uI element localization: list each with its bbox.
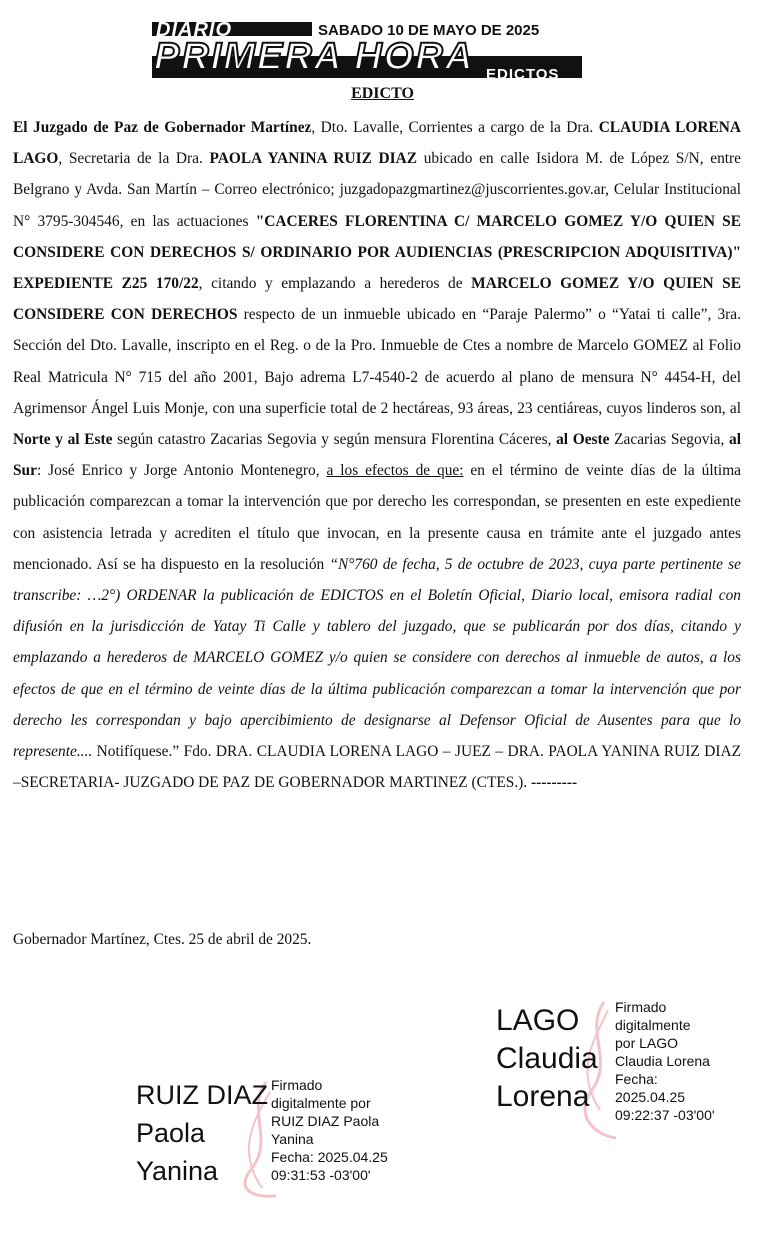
page-title: EDICTO <box>351 85 414 102</box>
edict-paragraph <box>13 112 741 798</box>
signature-info-line: 09:22:37 -03'00' <box>615 1107 715 1123</box>
text-span: ubicado en calle Isidora M. de López S/N, entre Belgrano y Avda. San Martín – Correo electrónico; juzgadopazgmartinez@juscorrientes.gov.ar, Celular Institucional N° 3795-304546, en las actuaciones <box>13 150 742 230</box>
text-span: : José Enrico y Jorge Antonio Montenegro, <box>36 462 327 480</box>
masthead-diario: DIARIO <box>156 22 232 41</box>
edict-body <box>13 112 741 798</box>
underlined-span: a los efectos de que: <box>326 462 464 480</box>
dash-line: --------- <box>530 774 578 792</box>
court-name: El Juzgado de Paz de Gobernador Martínez <box>13 119 312 136</box>
signer-name-line: LAGO <box>496 1004 580 1037</box>
signature-info-line: digitalmente <box>615 1017 691 1033</box>
defendant-name: MARCELO GOMEZ Y/O QUIEN SE CONSIDERE CON DERECHOS <box>13 275 741 324</box>
signer-name-line: Yanina <box>136 1156 219 1186</box>
secretary-name: PAOLA YANINA RUIZ DIAZ <box>209 150 418 168</box>
text-span: , Secretaria de la Dra. <box>58 150 210 168</box>
signature-info-line: Claudia Lorena <box>615 1053 710 1069</box>
signature-info-line: Fecha: <box>615 1071 658 1087</box>
text-span: Zacarias Segovia, <box>609 431 730 449</box>
bold-span: Norte y al Este <box>13 431 113 449</box>
text-span: ” Fdo. DRA. CLAUDIA LORENA LAGO – JUEZ – DRA. PAOLA YANINA RUIZ DIAZ –SECRETARIA- JUZGADO DE PAZ DE GOBERNADOR MARTINEZ (CTES.). <box>13 743 741 792</box>
signature-info-line: Yanina <box>271 1131 314 1147</box>
signature-info-line: Fecha: 2025.04.25 <box>271 1149 388 1165</box>
text-span: Notifíquese. <box>92 743 173 761</box>
text-span: , citando y emplazando a herederos de <box>198 275 472 293</box>
signature-info-line: por LAGO <box>615 1035 679 1051</box>
text-span: , Dto. Lavalle, Corrientes a cargo de la Dra. <box>311 119 599 136</box>
judge-name: CLAUDIA LORENA LAGO <box>13 119 741 168</box>
signature-ruiz-diaz <box>136 1076 406 1206</box>
signature-info-line: digitalmente por <box>271 1095 371 1111</box>
signature-info-line: 09:31:53 -03'00' <box>271 1167 371 1183</box>
signature-info-line: 2025.04.25 <box>615 1089 686 1105</box>
place-date: Gobernador Martínez, Ctes. 25 de abril de 2025. <box>13 931 312 948</box>
signer-name-line: Lorena <box>496 1080 590 1113</box>
masthead-title: PRIMERA HORA <box>154 36 475 78</box>
text-span: según catastro Zacarias Segovia y según mensura Florentina Cáceres, <box>112 431 557 449</box>
text-span: en el término de veinte días de la última publicación comparezcan a tomar la intervención que por derecho les correspondan, se presenten en este expediente con asistencia letrada y acrediten el título que invocan, en la presente causa en trámite ante el juzgado antes mencionado. Así se ha dispuesto en la resolución <box>13 462 741 573</box>
text-span: respecto de un inmueble ubicado en “Paraje Palermo” o “Yatai ti calle”, 3ra. Sección del Dto. Lavalle, inscripto en el Reg. o de la Pro. Inmueble de Ctes a nombre de Marcelo GOMEZ al Folio Real Matricula N° 715 del año 2001, Bajo adrema L7-4540-2 de acuerdo al plano de mensura N° 4454-H, del Agrimensor Ángel Luis Monje, con una superficie total de 2 hectáreas, 93 áreas, 23 centiáreas, cuyos linderos son, al <box>13 306 741 417</box>
section-label: EDICTOS <box>486 66 560 78</box>
bold-span: al Sur <box>13 431 741 480</box>
resolution-quote: “N°760 de fecha, 5 de octubre de 2023, cuya parte pertinente se transcribe: …2°) ORDENAR la publicación de EDICTOS en el Boletín Oficial, Diario local, emisora radial con difusión en la jurisdicción de Yatay Ti Calle y tablero del juzgado, que se publicarán por dos días, citando y emplazando a herederos de MARCELO GOMEZ y/o quien se considere con derechos al inmueble de autos, a los efectos de que en el término de veinte días de la última publicación comparezcan a tomar la intervención que por derecho les correspondan y bajo apercibimiento de designarse al Defensor Oficial de Ausentes para que lo represente.... <box>13 555 741 761</box>
signer-name-line: RUIZ DIAZ <box>136 1080 268 1110</box>
signer-name-line: Paola <box>136 1118 206 1148</box>
signer-name-line: Claudia <box>496 1042 598 1075</box>
case-title: "CACERES FLORENTINA C/ MARCELO GOMEZ Y/O QUIEN SE CONSIDERE CON DERECHOS S/ ORDINARIO POR AUDIENCIAS (PRESCRIPCION ADQUISITIVA)" EXPEDIENTE Z25 170/22 <box>13 212 741 293</box>
newspaper-masthead <box>152 22 582 78</box>
signature-info-line: Firmado <box>271 1077 323 1093</box>
bold-span: al Oeste <box>556 431 610 449</box>
issue-date: SABADO 10 DE MAYO DE 2025 <box>318 22 540 39</box>
signature-lago <box>496 1000 756 1140</box>
signature-info-line: RUIZ DIAZ Paola <box>271 1113 380 1129</box>
signature-info-line: Firmado <box>615 999 667 1015</box>
